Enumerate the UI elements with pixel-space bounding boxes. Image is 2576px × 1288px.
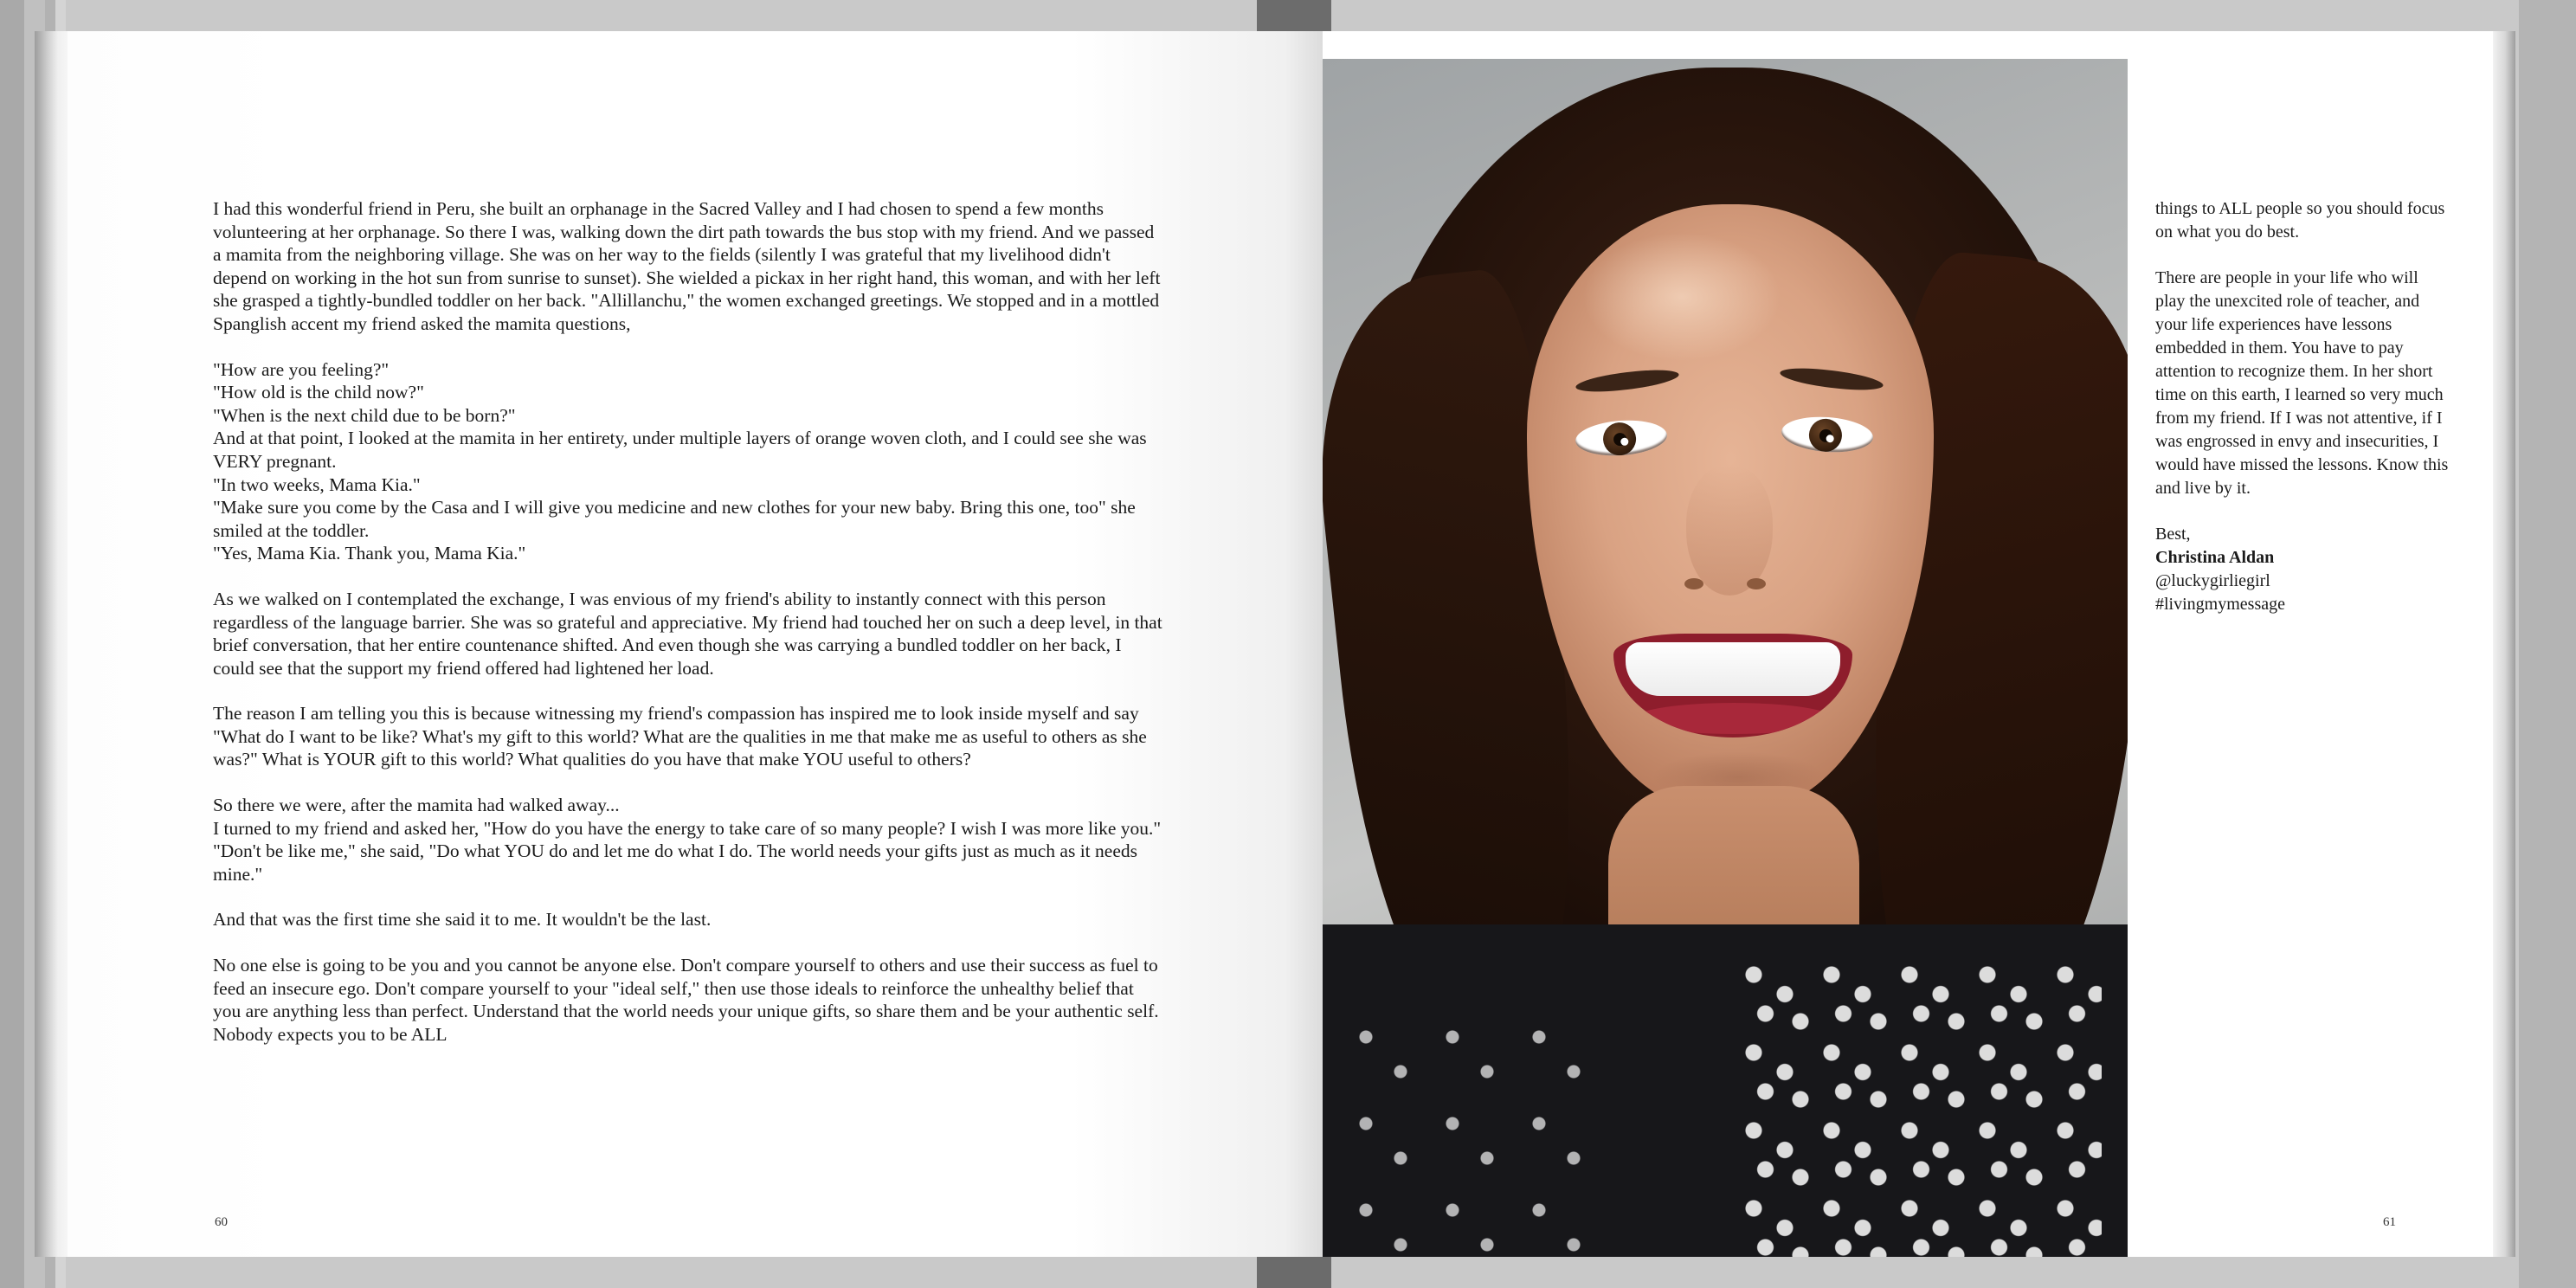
signature-name: Christina Aldan xyxy=(2155,548,2275,567)
paragraph: things to ALL people so you should focus on what you do best. xyxy=(2155,199,2445,242)
nose-shape xyxy=(1686,466,1773,596)
paragraph: "How are you feeling?" xyxy=(213,358,390,380)
eye-glint-right xyxy=(1826,435,1834,443)
book-spread xyxy=(35,31,2515,1257)
page-stack-right-edge xyxy=(2493,31,2515,1257)
shirt-pattern-left xyxy=(1340,1011,1600,1257)
eye-glint-left xyxy=(1620,437,1629,446)
iris-left xyxy=(1602,422,1638,457)
lower-lip xyxy=(1634,703,1833,734)
teeth xyxy=(1626,642,1840,696)
paragraph: "How old is the child now?" xyxy=(213,382,424,403)
paragraph: So there we were, after the mamita had walked away... xyxy=(213,795,620,816)
shirt-pattern-right xyxy=(1738,959,2102,1257)
signature-hashtag: #livingmymessage xyxy=(2155,595,2285,614)
left-page-body xyxy=(213,197,1163,1068)
iris-right xyxy=(1808,418,1844,454)
page-number-right: 61 xyxy=(2383,1215,2396,1229)
spine-shadow-bottom xyxy=(1257,1252,1331,1288)
pupil-left xyxy=(1613,433,1627,447)
right-page-body xyxy=(2155,197,2450,616)
author-portrait-photo xyxy=(1323,59,2128,1257)
mouth-shape xyxy=(1613,634,1852,737)
paragraph: The reason I am telling you this is because witnessing my friend's compassion has inspired me to look inside myself and say "What do I want to be like? What's my gift to this world? What are the qualities in me that make me as useful to others as she was?" What is YOUR gift to this world? What qualities do you have that make YOU useful to others? xyxy=(213,703,1147,770)
paragraph: I had this wonderful friend in Peru, she built an orphanage in the Sacred Valley and I had chosen to spend a few months volunteering at her orphanage. So there I was, walking down the dirt path towards the bus stop with my friend. And we passed a mamita from the neighboring village. She was on her way to the fields (silently I was grateful that my livelihood didn't depend on working in the hot sun from sunrise to sunset). She wielded a pickax in her right hand, this woman, and with her left she grasped a tightly-bundled toddler on her back. "Allillanchu," the women exchanged greetings. We stopped and in a mottled Spanglish accent my friend asked the mamita questions, xyxy=(213,198,1161,334)
signature-block xyxy=(2155,523,2450,616)
page-right xyxy=(1323,31,2493,1257)
paragraph: No one else is going to be you and you cannot be anyone else. Don't compare yourself to others and use their success as fuel to feed an insecure ego. Don't compare yourself to your "ideal self," then use those ideals to reinforce the unhealthy belief that you are anything less than perfect. Understand that the world needs your unique gifts, so share them and be your authentic self. Nobody expects you to be ALL xyxy=(213,955,1159,1045)
paragraph: "Don't be like me," she said, "Do what YOU do and let me do what I do. The world needs your gifts just as much as it needs mine." xyxy=(213,840,1137,885)
paragraph: "In two weeks, Mama Kia." xyxy=(213,473,421,495)
paragraph: I turned to my friend and asked her, "How do you have the energy to take care of so many people? I wish I was more like you." xyxy=(213,817,1162,839)
paragraph: "Yes, Mama Kia. Thank you, Mama Kia." xyxy=(213,543,526,564)
paragraph: And that was the first time she said it to me. It wouldn't be the last. xyxy=(213,909,712,931)
signature-handle: @luckygirliegirl xyxy=(2155,571,2270,590)
page-left xyxy=(68,31,1323,1257)
pupil-right xyxy=(1819,428,1832,442)
nostril-right xyxy=(1747,578,1766,589)
paragraph: "Make sure you come by the Casa and I will give you medicine and new clothes for your new baby. Bring this one, too" she smiled at the toddler. xyxy=(213,497,1136,541)
paragraph: "When is the next child due to be born?" xyxy=(213,404,516,426)
page-number-left: 60 xyxy=(215,1215,228,1229)
paragraph: As we walked on I contemplated the exchange, I was envious of my friend's ability to instantly connect with this person regardless of the language barrier. She was so grateful and appreciative. My friend had touched her on such a deep level, in that brief conversation, that her entire countenance shifted. And even though she was carrying a bundled toddler on her back, I could see that the support my friend offered had lightened her load. xyxy=(213,588,1162,679)
paragraph: There are people in your life who will play the unexcited role of teacher, and your life experiences have lessons embedded in them. You have to pay attention to recognize them. In her short time on this earth, I learned so very much from my friend. If I was not attentive, if I was engrossed in envy and insecurities, I would have missed the lessons. Know this and live by it. xyxy=(2155,268,2449,498)
page-stack-left-edge xyxy=(35,31,68,1257)
forehead-highlight xyxy=(1582,232,1781,362)
paragraph: And at that point, I looked at the mamita in her entirety, under multiple layers of orange woven cloth, and I could see she was VERY pregnant. xyxy=(213,428,1147,472)
nostril-left xyxy=(1684,578,1703,589)
signature-closing: Best, xyxy=(2155,525,2191,544)
